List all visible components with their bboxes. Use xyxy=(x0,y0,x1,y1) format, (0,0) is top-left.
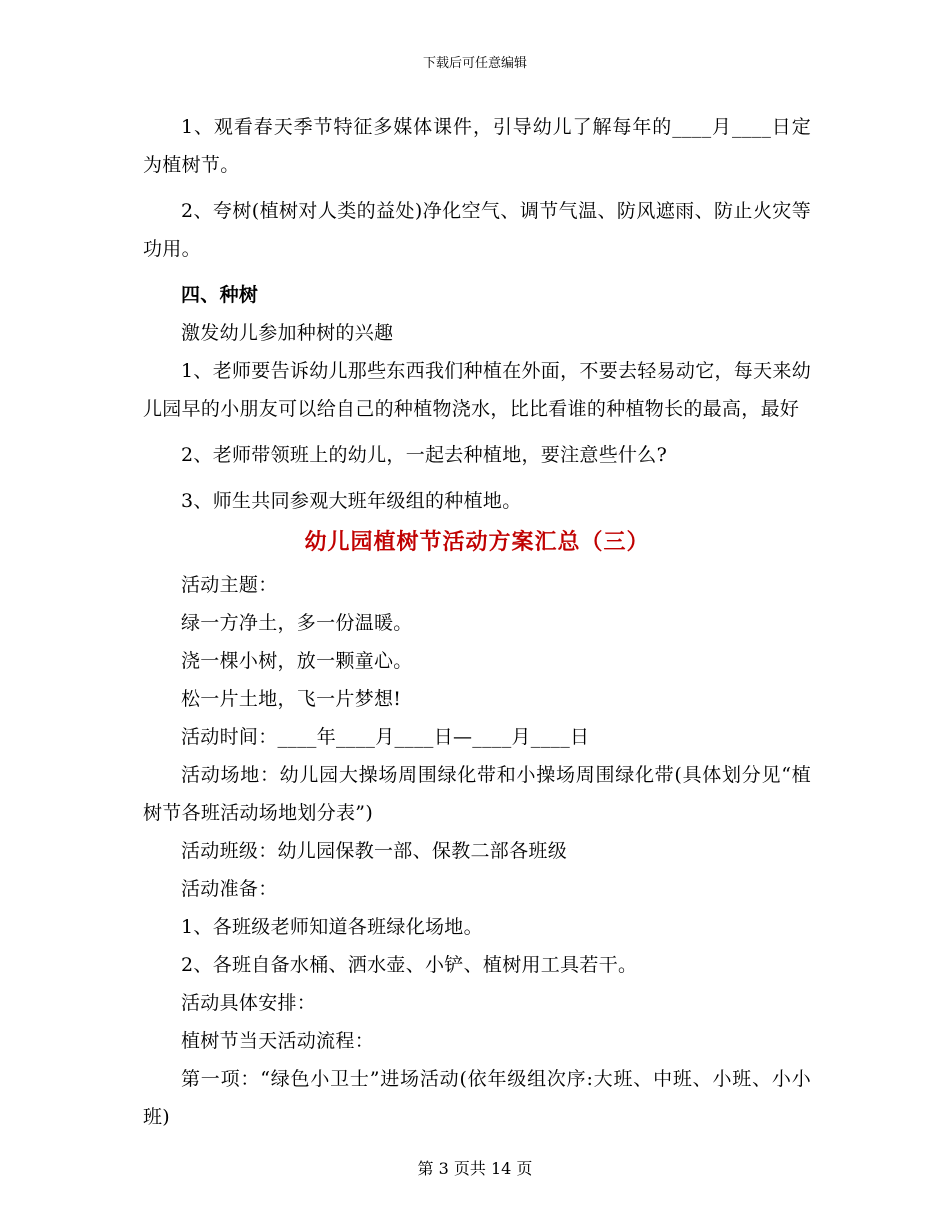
paragraph: 松一片土地，飞一片梦想! xyxy=(181,688,402,710)
page-header: 下载后可任意编辑 xyxy=(422,56,527,71)
paragraph: 1、观看春天季节特征多媒体课件，引导幼儿了解每年的____月____日定为植树节。 xyxy=(143,116,811,176)
section-heading: 四、种树 xyxy=(181,284,259,306)
document-title: 幼儿园植树节活动方案汇总（三） xyxy=(304,529,650,555)
paragraph: 第一项：“绿色小卫士”进场活动(依年级组次序:大班、中班、小班、小小班) xyxy=(143,1068,811,1128)
paragraph: 2、老师带领班上的幼儿，一起去种植地，要注意些什么? xyxy=(181,444,668,466)
paragraph: 活动场地：幼儿园大操场周围绿化带和小操场周围绿化带(具体划分见“植树节各班活动场地划分表”) xyxy=(143,764,811,824)
page-number: 第 3 页共 14 页 xyxy=(417,1159,533,1178)
paragraph: 2、各班自备水桶、洒水壶、小铲、植树用工具若干。 xyxy=(181,954,638,976)
paragraph: 激发幼儿参加种树的兴趣 xyxy=(181,322,394,344)
document-body xyxy=(143,108,811,1136)
paragraph: 活动准备： xyxy=(181,878,278,900)
paragraph: 1、各班级老师知道各班绿化场地。 xyxy=(181,916,483,938)
paragraph: 植树节当天活动流程： xyxy=(181,1030,375,1052)
paragraph: 2、夸树(植树对人类的益处)净化空气、调节气温、防风遮雨、防止火灾等功用。 xyxy=(143,200,811,260)
paragraph: 活动具体安排： xyxy=(181,992,317,1014)
paragraph: 活动主题： xyxy=(181,574,278,596)
paragraph: 1、老师要告诉幼儿那些东西我们种植在外面，不要去轻易动它，每天来幼儿园早的小朋友可以给自己的种植物浇水，比比看谁的种植物长的最高，最好 xyxy=(143,360,811,420)
paragraph: 3、师生共同参观大班年级组的种植地。 xyxy=(181,490,522,512)
paragraph: 活动班级：幼儿园保教一部、保教二部各班级 xyxy=(181,840,568,862)
paragraph: 浇一棵小树，放一颗童心。 xyxy=(181,650,413,672)
paragraph: 绿一方净土，多一份温暖。 xyxy=(181,612,413,634)
paragraph: 活动时间：____年____月____日—____月____日 xyxy=(181,726,590,748)
